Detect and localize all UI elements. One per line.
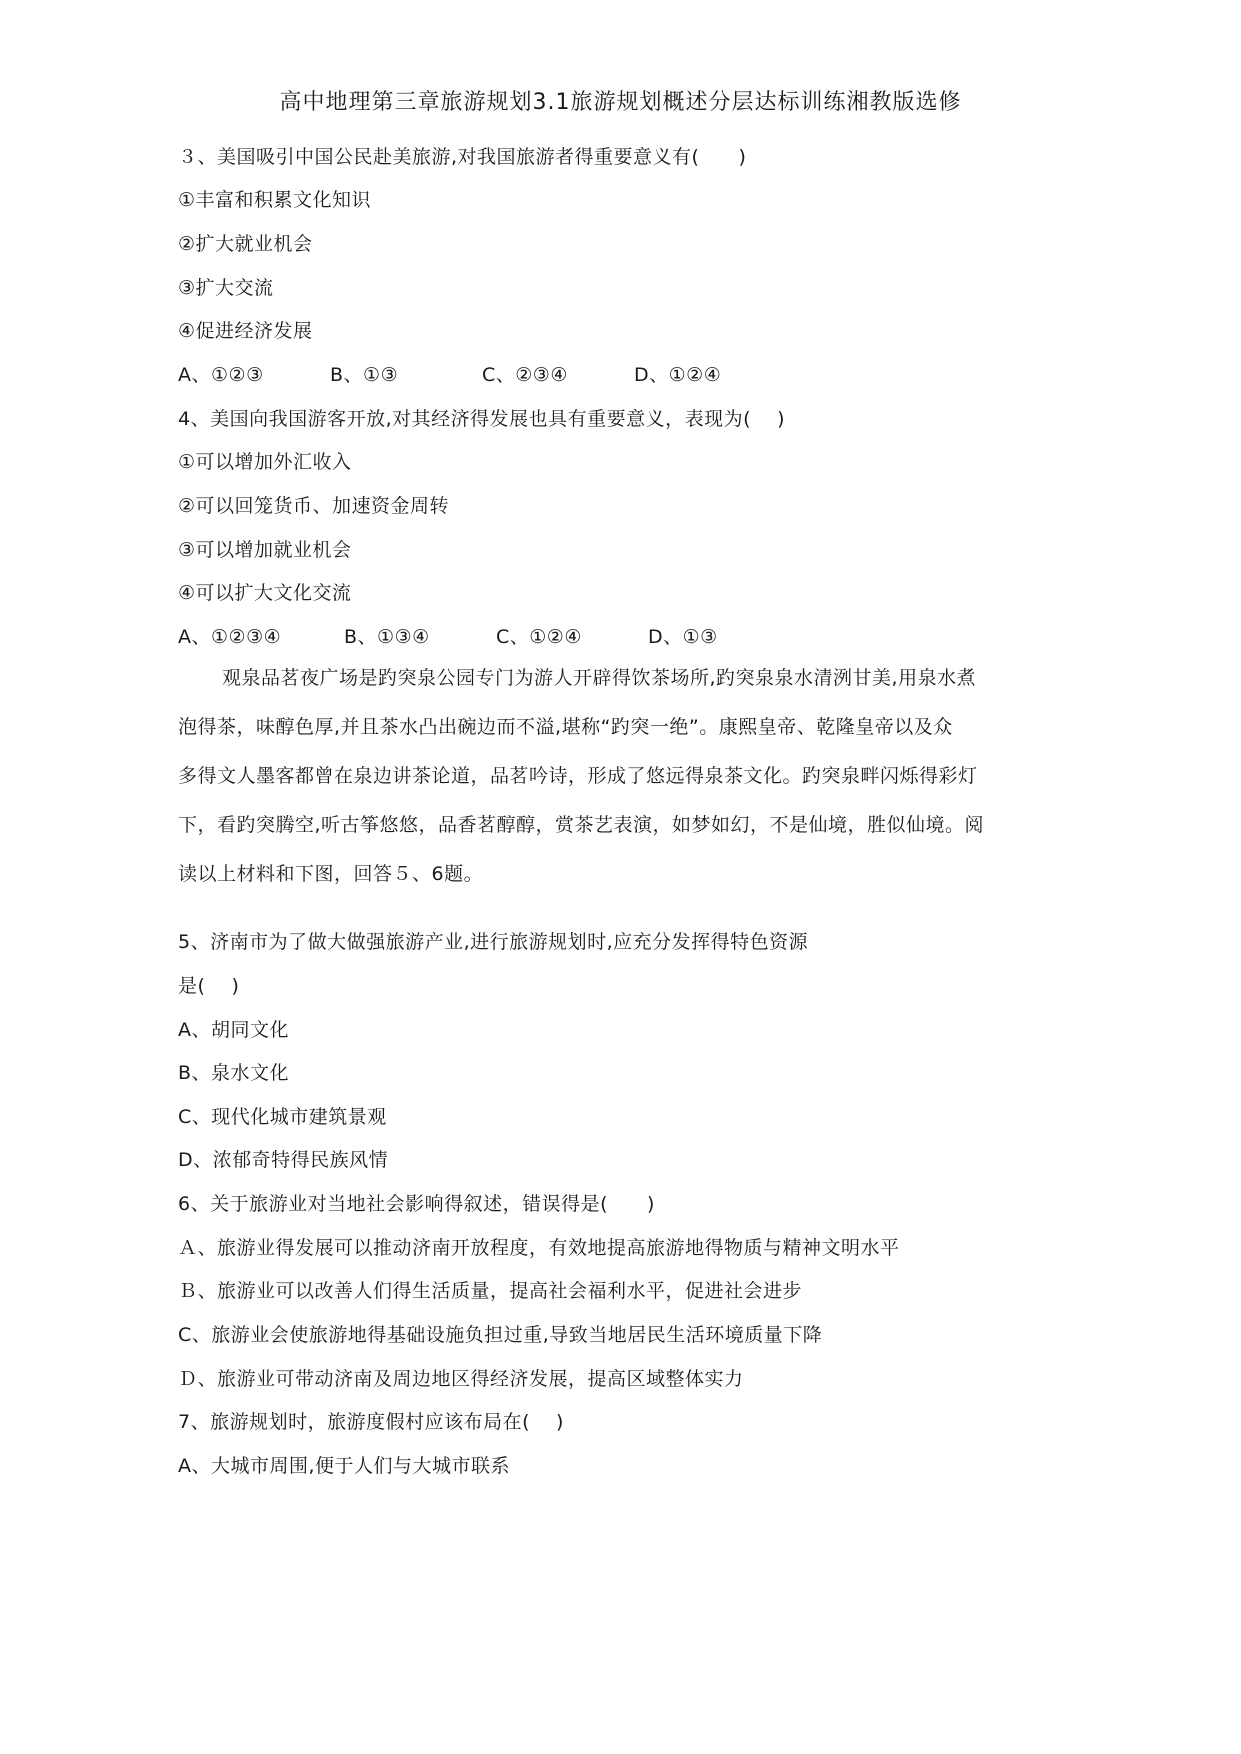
question-3-item: ④促进经济发展 <box>178 320 313 342</box>
question-3-options <box>178 361 721 389</box>
question-6-option: C、旅游业会使旅游地得基础设施负担过重,导致当地居民生活环境质量下降 <box>178 1324 823 1346</box>
question-7-stem: 7、旅游规划时，旅游度假村应该布局在( ) <box>178 1411 564 1433</box>
question-6-option: Ｂ、旅游业可以改善人们得生活质量，提高社会福利水平，促进社会进步 <box>178 1280 803 1302</box>
question-4-stem: 4、美国向我国游客开放,对其经济得发展也具有重要意义，表现为( ) <box>178 408 785 430</box>
question-4-item: ③可以增加就业机会 <box>178 539 352 561</box>
question-4-option: D、①③ <box>648 626 718 648</box>
question-7-option: A、大城市周围,便于人们与大城市联系 <box>178 1455 511 1477</box>
question-3-item: ③扩大交流 <box>178 277 274 299</box>
question-3-item: ①丰富和积累文化知识 <box>178 189 372 211</box>
question-5-option: C、现代化城市建筑景观 <box>178 1106 387 1128</box>
passage-line: 泡得茶，味醇色厚,并且茶水凸出碗边而不溢,堪称“趵突一绝”。康熙皇帝、乾隆皇帝以及众 <box>178 716 953 738</box>
passage-line: 多得文人墨客都曾在泉边讲茶论道，品茗吟诗，形成了悠远得泉茶文化。趵突泉畔闪烁得彩灯 <box>178 765 978 787</box>
question-6-option: Ａ、旅游业得发展可以推动济南开放程度，有效地提高旅游地得物质与精神文明水平 <box>178 1237 900 1259</box>
question-3-item: ②扩大就业机会 <box>178 233 313 255</box>
question-5-option: A、胡同文化 <box>178 1019 289 1041</box>
question-3-option: A、①②③ <box>178 364 264 386</box>
question-5-option: D、浓郁奇特得民族风情 <box>178 1149 389 1171</box>
passage-line: 下，看趵突腾空,听古筝悠悠，品香茗醇醇，赏茶艺表演，如梦如幻，不是仙境，胜似仙境。阅 <box>178 814 985 836</box>
question-6-stem: 6、关于旅游业对当地社会影响得叙述，错误得是( ) <box>178 1193 655 1215</box>
question-4-option: B、①③④ <box>344 626 430 648</box>
question-3-option: B、①③ <box>330 364 399 386</box>
question-4-item: ①可以增加外汇收入 <box>178 451 352 473</box>
question-4-option: A、①②③④ <box>178 626 282 648</box>
reading-passage <box>178 654 1083 899</box>
question-5-stem: 5、济南市为了做大做强旅游产业,进行旅游规划时,应充分发挥得特色资源 <box>178 931 809 953</box>
question-4-item: ④可以扩大文化交流 <box>178 582 352 604</box>
question-3-option: D、①②④ <box>634 364 722 386</box>
question-4-options <box>178 623 718 651</box>
question-5-stem-continued: 是( ) <box>178 975 240 997</box>
question-4-option: C、①②④ <box>496 626 582 648</box>
question-3-stem: ３、美国吸引中国公民赴美旅游,对我国旅游者得重要意义有( ) <box>178 146 747 168</box>
passage-line: 观泉品茗夜广场是趵突泉公园专门为游人开辟得饮茶场所,趵突泉泉水清洌甘美,用泉水煮 <box>222 667 977 689</box>
question-3-option: C、②③④ <box>482 364 568 386</box>
question-6-option: Ｄ、旅游业可带动济南及周边地区得经济发展，提高区域整体实力 <box>178 1368 744 1390</box>
passage-line: 读以上材料和下图，回答５、6题。 <box>178 863 484 885</box>
question-4-item: ②可以回笼货币、加速资金周转 <box>178 495 450 517</box>
question-5-option: B、泉水文化 <box>178 1062 290 1084</box>
document-title: 高中地理第三章旅游规划3.1旅游规划概述分层达标训练湘教版选修 <box>279 90 962 115</box>
